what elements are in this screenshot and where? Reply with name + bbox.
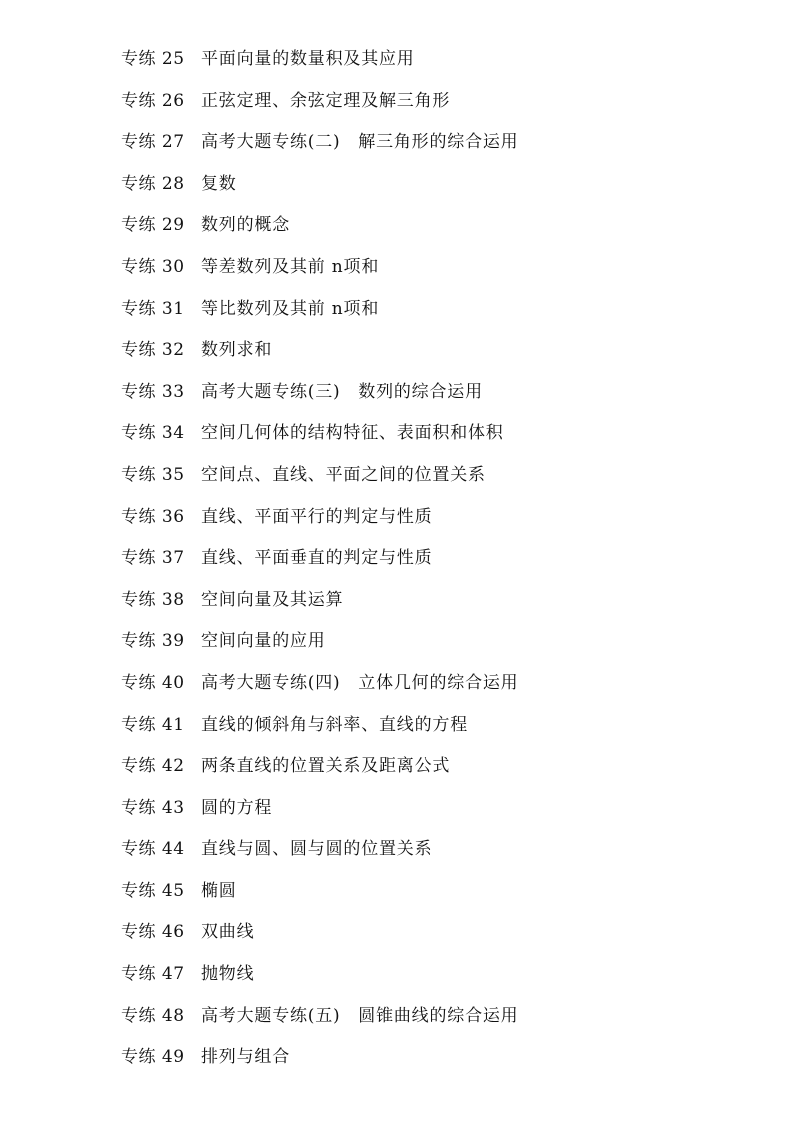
toc-item-label: 专练 28 xyxy=(121,173,185,194)
toc-item[interactable] xyxy=(121,211,761,253)
toc-item[interactable] xyxy=(121,794,761,836)
toc-item-label: 专练 27 xyxy=(121,132,185,153)
toc-item-label: 专练 48 xyxy=(121,1005,185,1026)
toc-item[interactable] xyxy=(121,87,761,129)
toc-item-title: 椭圆 xyxy=(201,880,237,901)
toc-item-label: 专练 40 xyxy=(121,672,185,693)
toc-item-label: 专练 45 xyxy=(121,880,185,901)
toc-item-title: 直线、平面垂直的判定与性质 xyxy=(201,548,433,569)
toc-item-label: 专练 30 xyxy=(121,256,185,277)
toc-item-label: 专练 31 xyxy=(121,298,185,319)
toc-item-label: 专练 42 xyxy=(121,756,185,777)
toc-item-title: 数列求和 xyxy=(201,340,273,361)
toc-item-title: 复数 xyxy=(201,173,237,194)
toc-item[interactable] xyxy=(121,960,761,1002)
toc-item-title: 直线、平面平行的判定与性质 xyxy=(201,506,433,527)
toc-item[interactable] xyxy=(121,128,761,170)
toc-item-title: 平面向量的数量积及其应用 xyxy=(201,49,415,69)
toc-item[interactable] xyxy=(121,544,761,586)
toc-item-label: 专练 43 xyxy=(121,797,185,818)
toc-item-label: 专练 26 xyxy=(121,90,185,111)
toc-item-label: 专练 38 xyxy=(121,589,185,610)
toc-item-title: 两条直线的位置关系及距离公式 xyxy=(201,756,451,777)
toc-item-title: 双曲线 xyxy=(201,922,255,943)
toc-item-title: 空间向量的应用 xyxy=(201,631,326,652)
toc-item[interactable] xyxy=(121,1002,761,1044)
toc-item-label: 专练 39 xyxy=(121,631,185,652)
toc-item[interactable] xyxy=(121,336,761,378)
toc-item-title: 高考大题专练(四) 立体几何的综合运用 xyxy=(201,672,519,693)
toc-item[interactable] xyxy=(121,170,761,212)
toc-item-label: 专练 49 xyxy=(121,1047,185,1068)
toc-item[interactable] xyxy=(121,45,761,87)
toc-item[interactable] xyxy=(121,461,761,503)
toc-item-label: 专练 47 xyxy=(121,964,185,985)
toc-item-label: 专练 36 xyxy=(121,506,185,527)
toc-item[interactable] xyxy=(121,669,761,711)
toc-item-label: 专练 25 xyxy=(121,49,185,69)
toc-item[interactable] xyxy=(121,877,761,919)
toc-item-title: 数列的概念 xyxy=(201,215,290,236)
toc-item-label: 专练 41 xyxy=(121,714,185,735)
toc-item[interactable] xyxy=(121,378,761,420)
table-of-contents xyxy=(121,45,761,1085)
toc-item[interactable] xyxy=(121,711,761,753)
toc-item-label: 专练 29 xyxy=(121,215,185,236)
toc-item[interactable] xyxy=(121,752,761,794)
toc-item-title: 等比数列及其前 n项和 xyxy=(201,298,380,319)
toc-item-title: 抛物线 xyxy=(201,964,255,985)
toc-item-title: 高考大题专练(二) 解三角形的综合运用 xyxy=(201,132,519,153)
toc-item[interactable] xyxy=(121,253,761,295)
toc-item[interactable] xyxy=(121,586,761,628)
toc-item[interactable] xyxy=(121,295,761,337)
toc-item-title: 空间几何体的结构特征、表面积和体积 xyxy=(201,423,504,444)
toc-item-label: 专练 34 xyxy=(121,423,185,444)
toc-item[interactable] xyxy=(121,918,761,960)
toc-item-title: 空间点、直线、平面之间的位置关系 xyxy=(201,464,486,485)
toc-item[interactable] xyxy=(121,835,761,877)
toc-item-title: 直线的倾斜角与斜率、直线的方程 xyxy=(201,714,468,735)
toc-item-label: 专练 33 xyxy=(121,381,185,402)
toc-item-label: 专练 46 xyxy=(121,922,185,943)
toc-item-title: 圆的方程 xyxy=(201,797,273,818)
toc-item[interactable] xyxy=(121,419,761,461)
toc-item-label: 专练 44 xyxy=(121,839,185,860)
toc-item[interactable] xyxy=(121,627,761,669)
toc-item-title: 等差数列及其前 n项和 xyxy=(201,256,380,277)
toc-item[interactable] xyxy=(121,503,761,545)
toc-item-label: 专练 37 xyxy=(121,548,185,569)
toc-item-title: 直线与圆、圆与圆的位置关系 xyxy=(201,839,433,860)
toc-item-title: 高考大题专练(三) 数列的综合运用 xyxy=(201,381,483,402)
toc-item-title: 排列与组合 xyxy=(201,1047,290,1068)
toc-item-title: 高考大题专练(五) 圆锥曲线的综合运用 xyxy=(201,1005,519,1026)
toc-item-title: 正弦定理、余弦定理及解三角形 xyxy=(201,90,451,111)
toc-item-label: 专练 32 xyxy=(121,340,185,361)
toc-item[interactable] xyxy=(121,1043,761,1085)
toc-item-title: 空间向量及其运算 xyxy=(201,589,344,610)
toc-item-label: 专练 35 xyxy=(121,464,185,485)
